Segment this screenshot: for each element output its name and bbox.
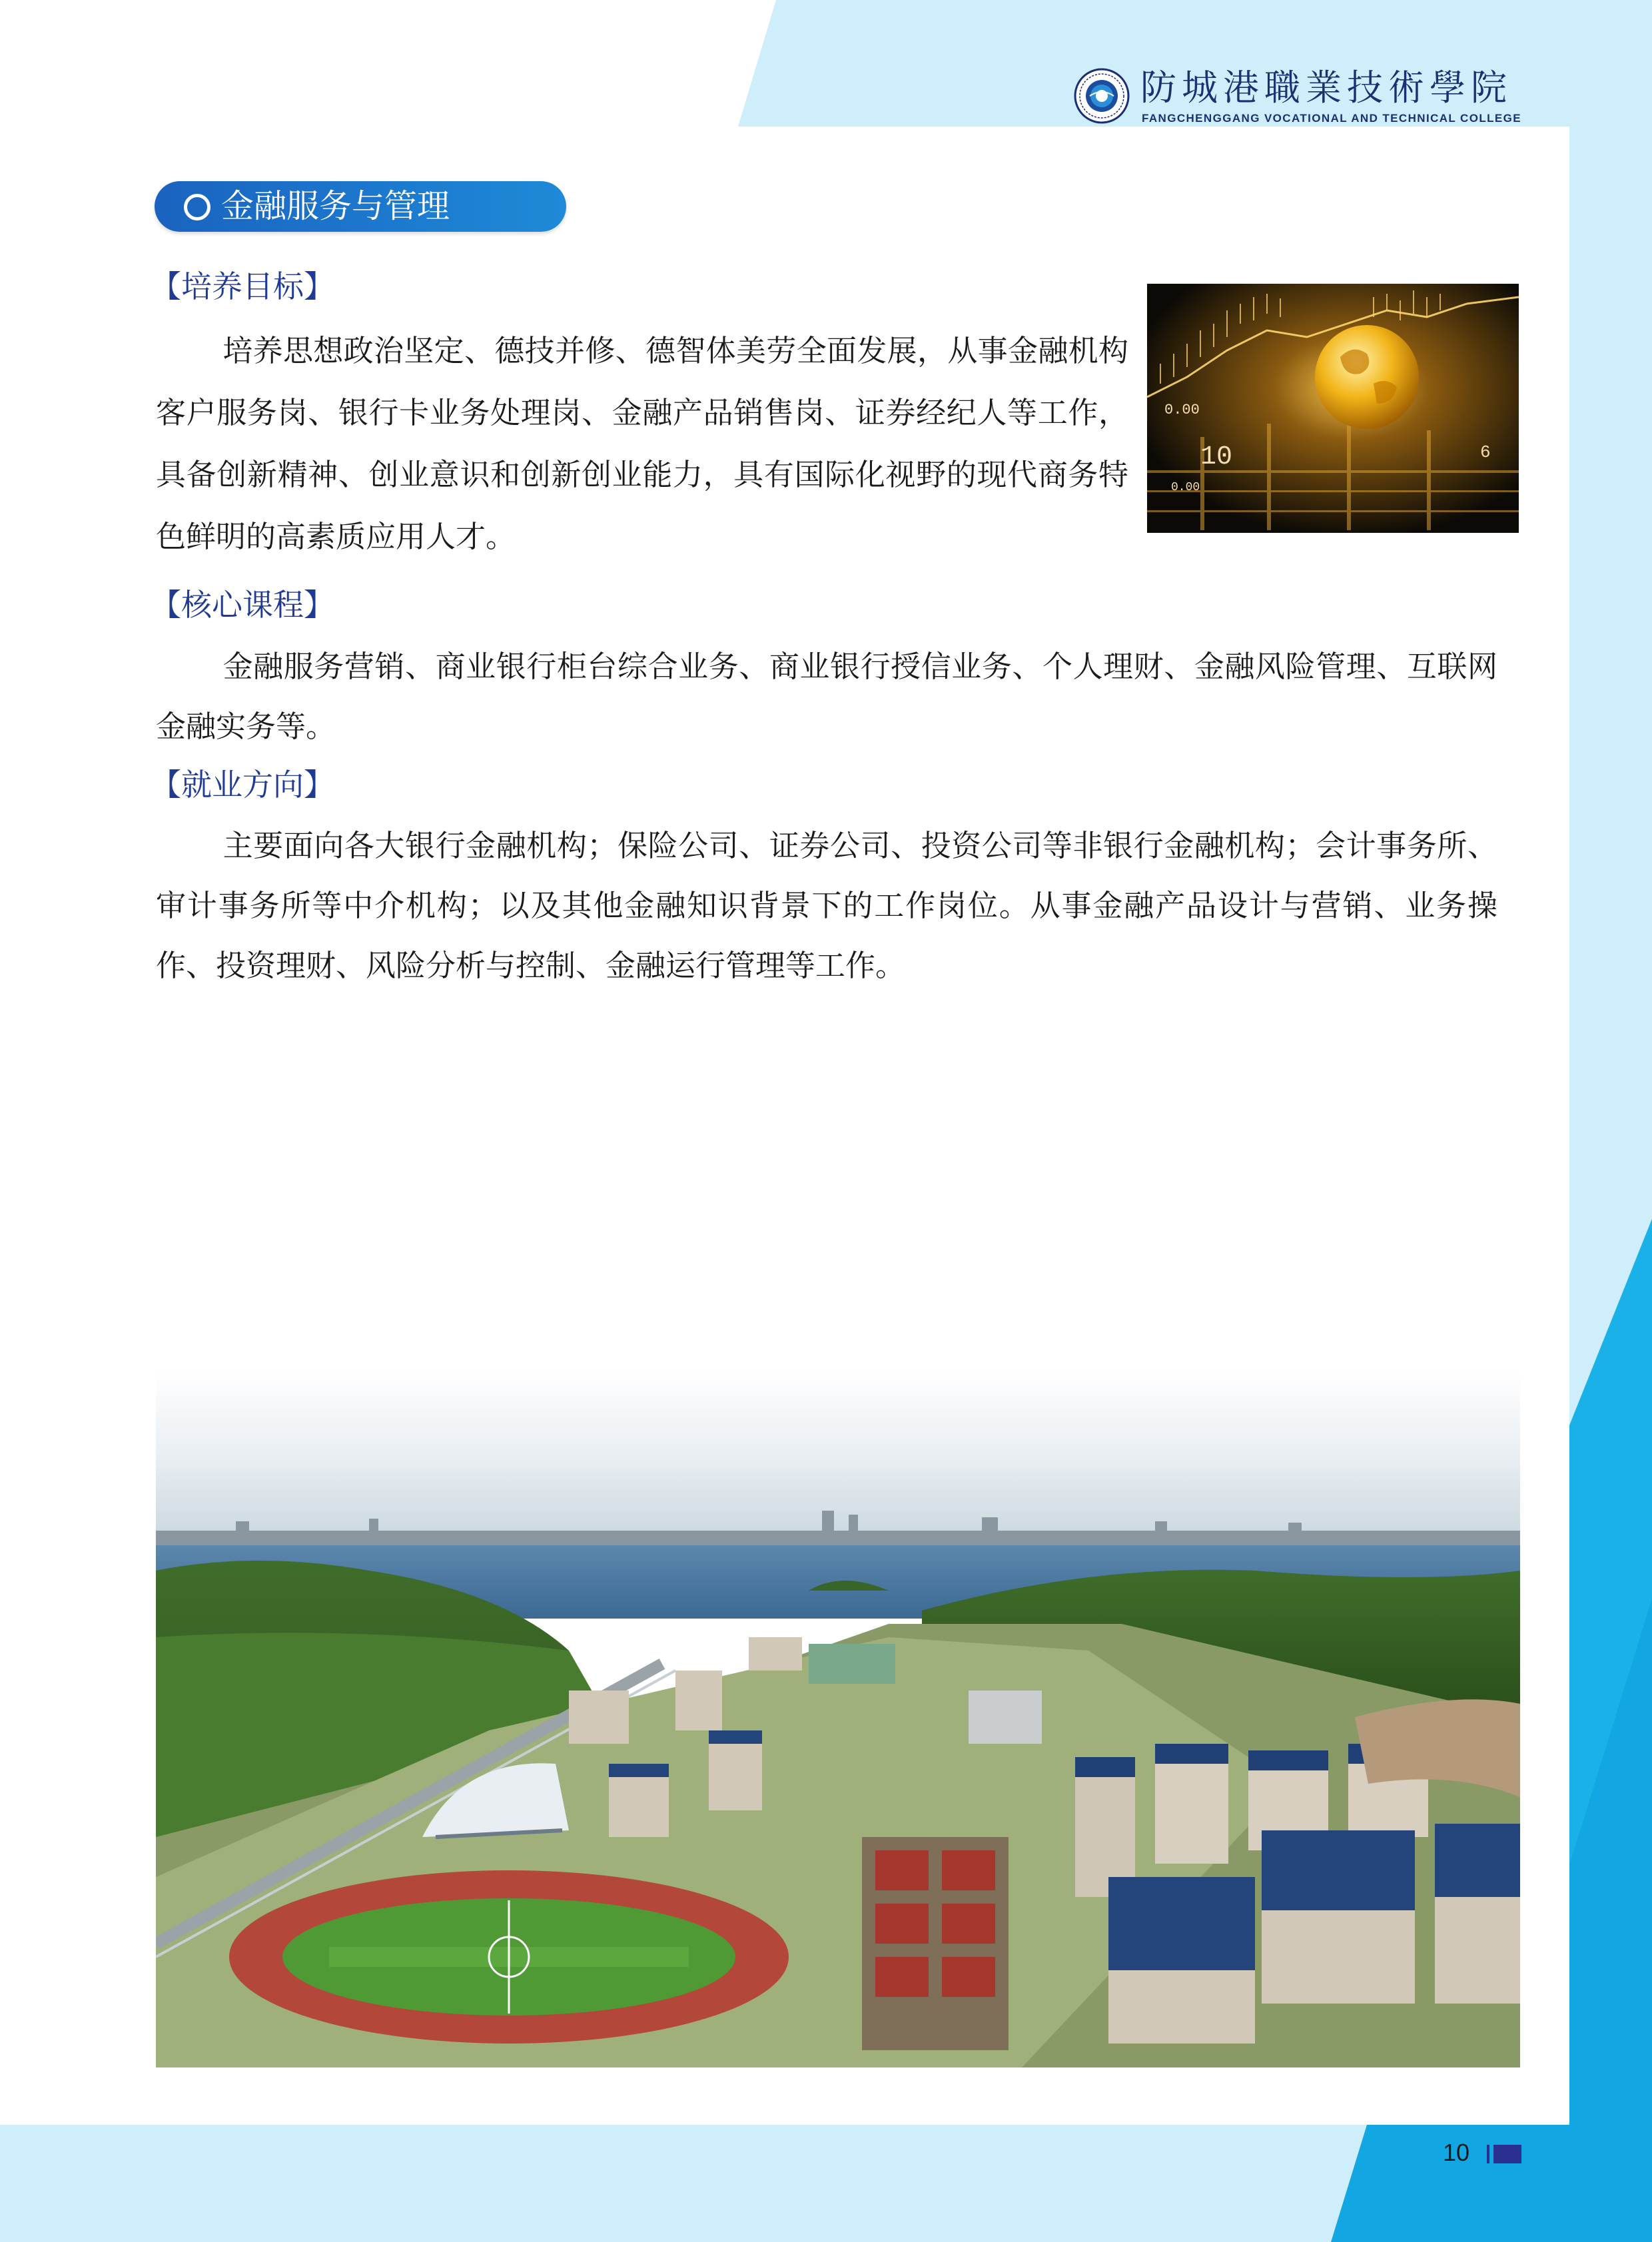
core-courses-text [156,637,1497,757]
section-title-pill [155,181,566,232]
employment-text [156,816,1497,996]
college-logo [1074,67,1520,133]
finance-number: 10 [1200,442,1233,472]
training-goal-text [156,320,1128,567]
circle-icon [184,194,210,220]
college-name-cn: 防城港職業技術學院 [1140,67,1512,109]
employment-body: 主要面向各大银行金融机构；保险公司、证券公司、投资公司等非银行金融机构；会计事务所、审计事务所等中介机构；以及其他金融知识背景下的工作岗位。从事金融产品设计与营销、业务操作、投资理财、风险分析与控制、金融运行管理等工作。 [156,828,1497,983]
finance-number: 0.00 [1164,402,1200,418]
training-goal-heading: 【培养目标】 [151,268,334,304]
page-number: 10 [1443,2139,1470,2166]
campus-aerial-photo [156,1371,1520,2067]
core-courses-heading: 【核心课程】 [151,587,334,623]
college-emblem-icon [1074,68,1130,124]
training-goal-body: 培养思想政治坚定、德技并修、德智体美劳全面发展，从事金融机构客户服务岗、银行卡业务处理岗、金融产品销售岗、证券经纪人等工作，具备创新精神、创业意识和创新创业能力，具有国际化视野的现代商务特色鲜明的高素质应用人才。 [156,333,1128,554]
core-courses-body: 金融服务营销、商业银行柜台综合业务、商业银行授信业务、个人理财、金融风险管理、互联网金融实务等。 [156,649,1497,744]
globe-icon [1315,325,1419,429]
finance-globe-image [1147,284,1519,533]
page-marker-line [1487,2145,1489,2163]
employment-heading: 【就业方向】 [151,767,334,803]
page-marker-block [1493,2145,1521,2163]
section-title: 金融服务与管理 [221,187,450,225]
finance-number: 0.00 [1171,481,1200,494]
college-name-en: FANGCHENGGANG VOCATIONAL AND TECHNICAL COLLEGE [1142,112,1522,125]
finance-number: 6 [1480,442,1491,462]
